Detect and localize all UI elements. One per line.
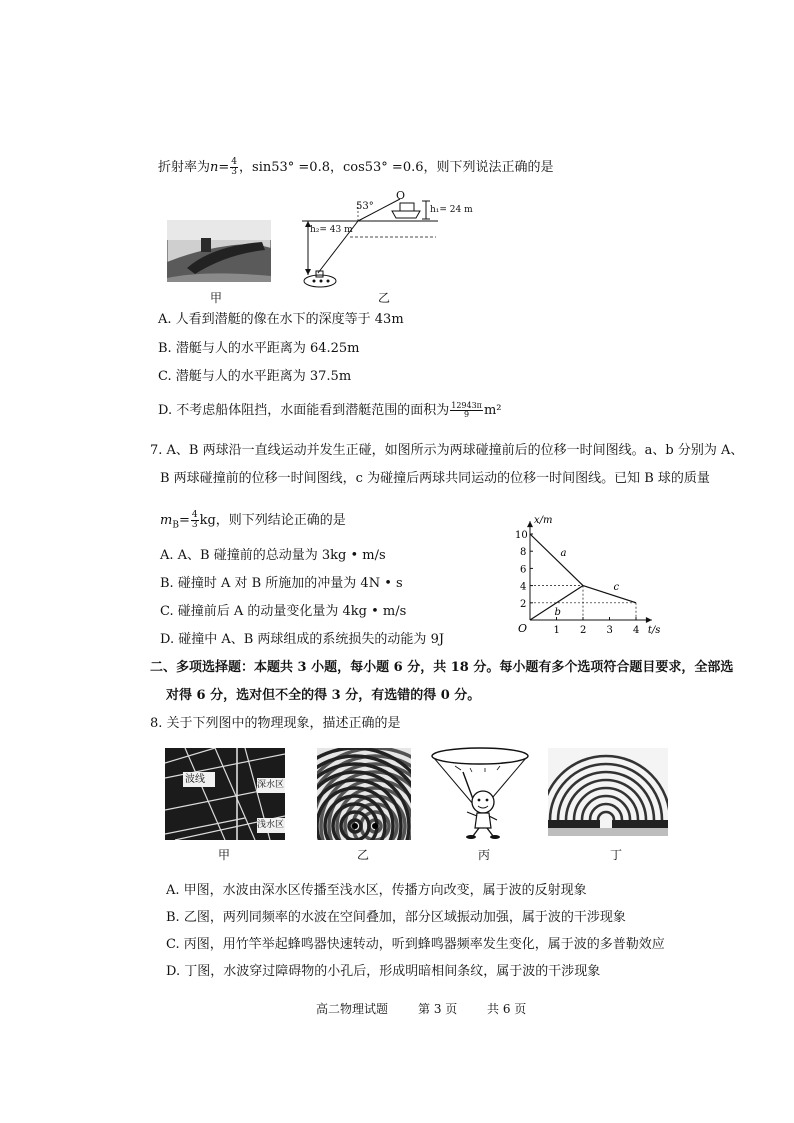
xt-graph bbox=[508, 510, 678, 636]
section2-line2: 对得 6 分，选对但不全的得 3 分，有选错的得 0 分。 bbox=[166, 688, 481, 703]
xt-graph-svg bbox=[508, 510, 678, 636]
angle-label: 53° bbox=[356, 201, 374, 212]
series-label-c: c bbox=[613, 582, 620, 594]
q8-stem: 8. 关于下列图中的物理现象，描述正确的是 bbox=[150, 716, 401, 731]
q8-fig-ding-label: 丁 bbox=[610, 848, 623, 862]
y-axis-label: x/m bbox=[534, 515, 553, 527]
submarine-photo bbox=[167, 220, 271, 282]
footer-total: 共 6 页 bbox=[487, 1002, 527, 1016]
q8-fig-ding bbox=[548, 748, 668, 836]
q6-intro: 折射率为n= $\frac{4}{3}$ ，sin53° =0.8，cos53° =0.6，则下列说法正确的是 bbox=[158, 157, 554, 177]
deep-water-label: 深水区 bbox=[257, 780, 285, 790]
q8-fig-yi bbox=[317, 748, 411, 840]
q8-option-a: A. 甲图，水波由深水区传播至浅水区，传播方向改变，属于波的反射现象 bbox=[166, 883, 587, 898]
x-axis-arrow bbox=[646, 617, 652, 623]
observer-label: O bbox=[396, 189, 406, 202]
q7-option-b: B. 碰撞时 A 对 B 所施加的冲量为 4N • s bbox=[160, 576, 403, 591]
series-label-b: b bbox=[554, 606, 561, 618]
refraction-diagram bbox=[288, 189, 488, 297]
q8-fig-jia bbox=[165, 748, 285, 840]
series-label-a: a bbox=[560, 547, 567, 559]
y-tick-label-4: 4 bbox=[520, 581, 527, 593]
x-tick-label-1: 1 bbox=[553, 625, 560, 636]
q7-stem-line2: B 两球碰撞前的位移一时间图线，c 为碰撞后两球共同运动的位移一时间图线。已知 B 球的质量 bbox=[160, 471, 710, 486]
q8-fig-bing-label: 丙 bbox=[478, 848, 491, 862]
x-axis-label: t/s bbox=[647, 625, 661, 636]
q7-stem-line1: 7. A、B 两球沿一直线运动并发生正碰，如图所示为两球碰撞前后的位移一时间图线。a、b 分别为 A、 bbox=[150, 443, 744, 458]
q7-mass: $m_B=$ $\frac{4}{3}$ kg，则下列结论正确的是 bbox=[160, 510, 346, 531]
fig-yi-label: 乙 bbox=[378, 291, 391, 305]
shallow-water-label: 浅水区 bbox=[257, 820, 285, 830]
q6-area-fraction: $\frac{12943\pi}{9}$ bbox=[451, 401, 482, 419]
series-line-c bbox=[583, 586, 636, 603]
q8-fig-jia-label: 甲 bbox=[218, 848, 231, 862]
q7-option-a: A. A、B 碰撞前的总动量为 3kg • m/s bbox=[160, 548, 386, 563]
x-tick-label-2: 2 bbox=[580, 625, 587, 636]
footer-title: 高二物理试题 bbox=[316, 1002, 389, 1016]
q6-option-b: B. 潜艇与人的水平距离为 64.25m bbox=[158, 341, 360, 356]
origin-label: O bbox=[518, 622, 528, 635]
q7-mass-fraction: $\frac{4}{3}$ bbox=[191, 510, 198, 530]
q6-n-fraction: $\frac{4}{3}$ bbox=[231, 157, 238, 177]
q7-option-d: D. 碰撞中 A、B 两球组成的系统损失的动能为 9J bbox=[160, 632, 445, 647]
series-line-a bbox=[530, 534, 583, 586]
section2-line1: 二、多项选择题：本题共 3 小题，每小题 6 分，共 18 分。每小题有多个选项符合题目要求，全部选 bbox=[150, 660, 734, 675]
h2-label: h₂= 43 m bbox=[310, 225, 353, 235]
q8-option-c: C. 丙图，用竹竿举起蜂鸣器快速转动，听到蜂鸣器频率发生变化，属于波的多普勒效应 bbox=[166, 937, 665, 952]
fig-jia-label: 甲 bbox=[210, 291, 223, 305]
q7-option-c: C. 碰撞前后 A 的动量变化量为 4kg • m/s bbox=[160, 604, 407, 619]
q8-option-d: D. 丁图，水波穿过障碍物的小孔后，形成明暗相间条纹，属于波的干涉现象 bbox=[166, 964, 601, 979]
q6-option-c: C. 潜艇与人的水平距离为 37.5m bbox=[158, 369, 352, 384]
q8-fig-bing bbox=[425, 744, 535, 840]
x-tick-label-3: 3 bbox=[606, 625, 613, 636]
footer-page: 第 3 页 bbox=[418, 1002, 458, 1016]
q6-option-a: A. 人看到潜艇的像在水下的深度等于 43m bbox=[158, 312, 404, 327]
y-tick-label-10: 10 bbox=[515, 530, 528, 541]
q8-option-b: B. 乙图，两列同频率的水波在空间叠加，部分区域振动加强，属于波的干涉现象 bbox=[166, 910, 626, 925]
y-axis-arrow bbox=[527, 521, 533, 527]
q8-fig-yi-label: 乙 bbox=[357, 848, 370, 862]
q6-option-d: D. 不考虑船体阻挡，水面能看到潜艇范围的面积为 $\frac{12943\pi}{9}$ m² bbox=[158, 401, 502, 419]
y-tick-label-8: 8 bbox=[520, 547, 527, 559]
wave-line-label: 波线 bbox=[185, 774, 205, 785]
y-tick-label-6: 6 bbox=[520, 564, 527, 576]
y-tick-label-2: 2 bbox=[520, 598, 527, 610]
h1-label: h₁= 24 m bbox=[430, 205, 473, 215]
x-tick-label-4: 4 bbox=[633, 625, 640, 636]
